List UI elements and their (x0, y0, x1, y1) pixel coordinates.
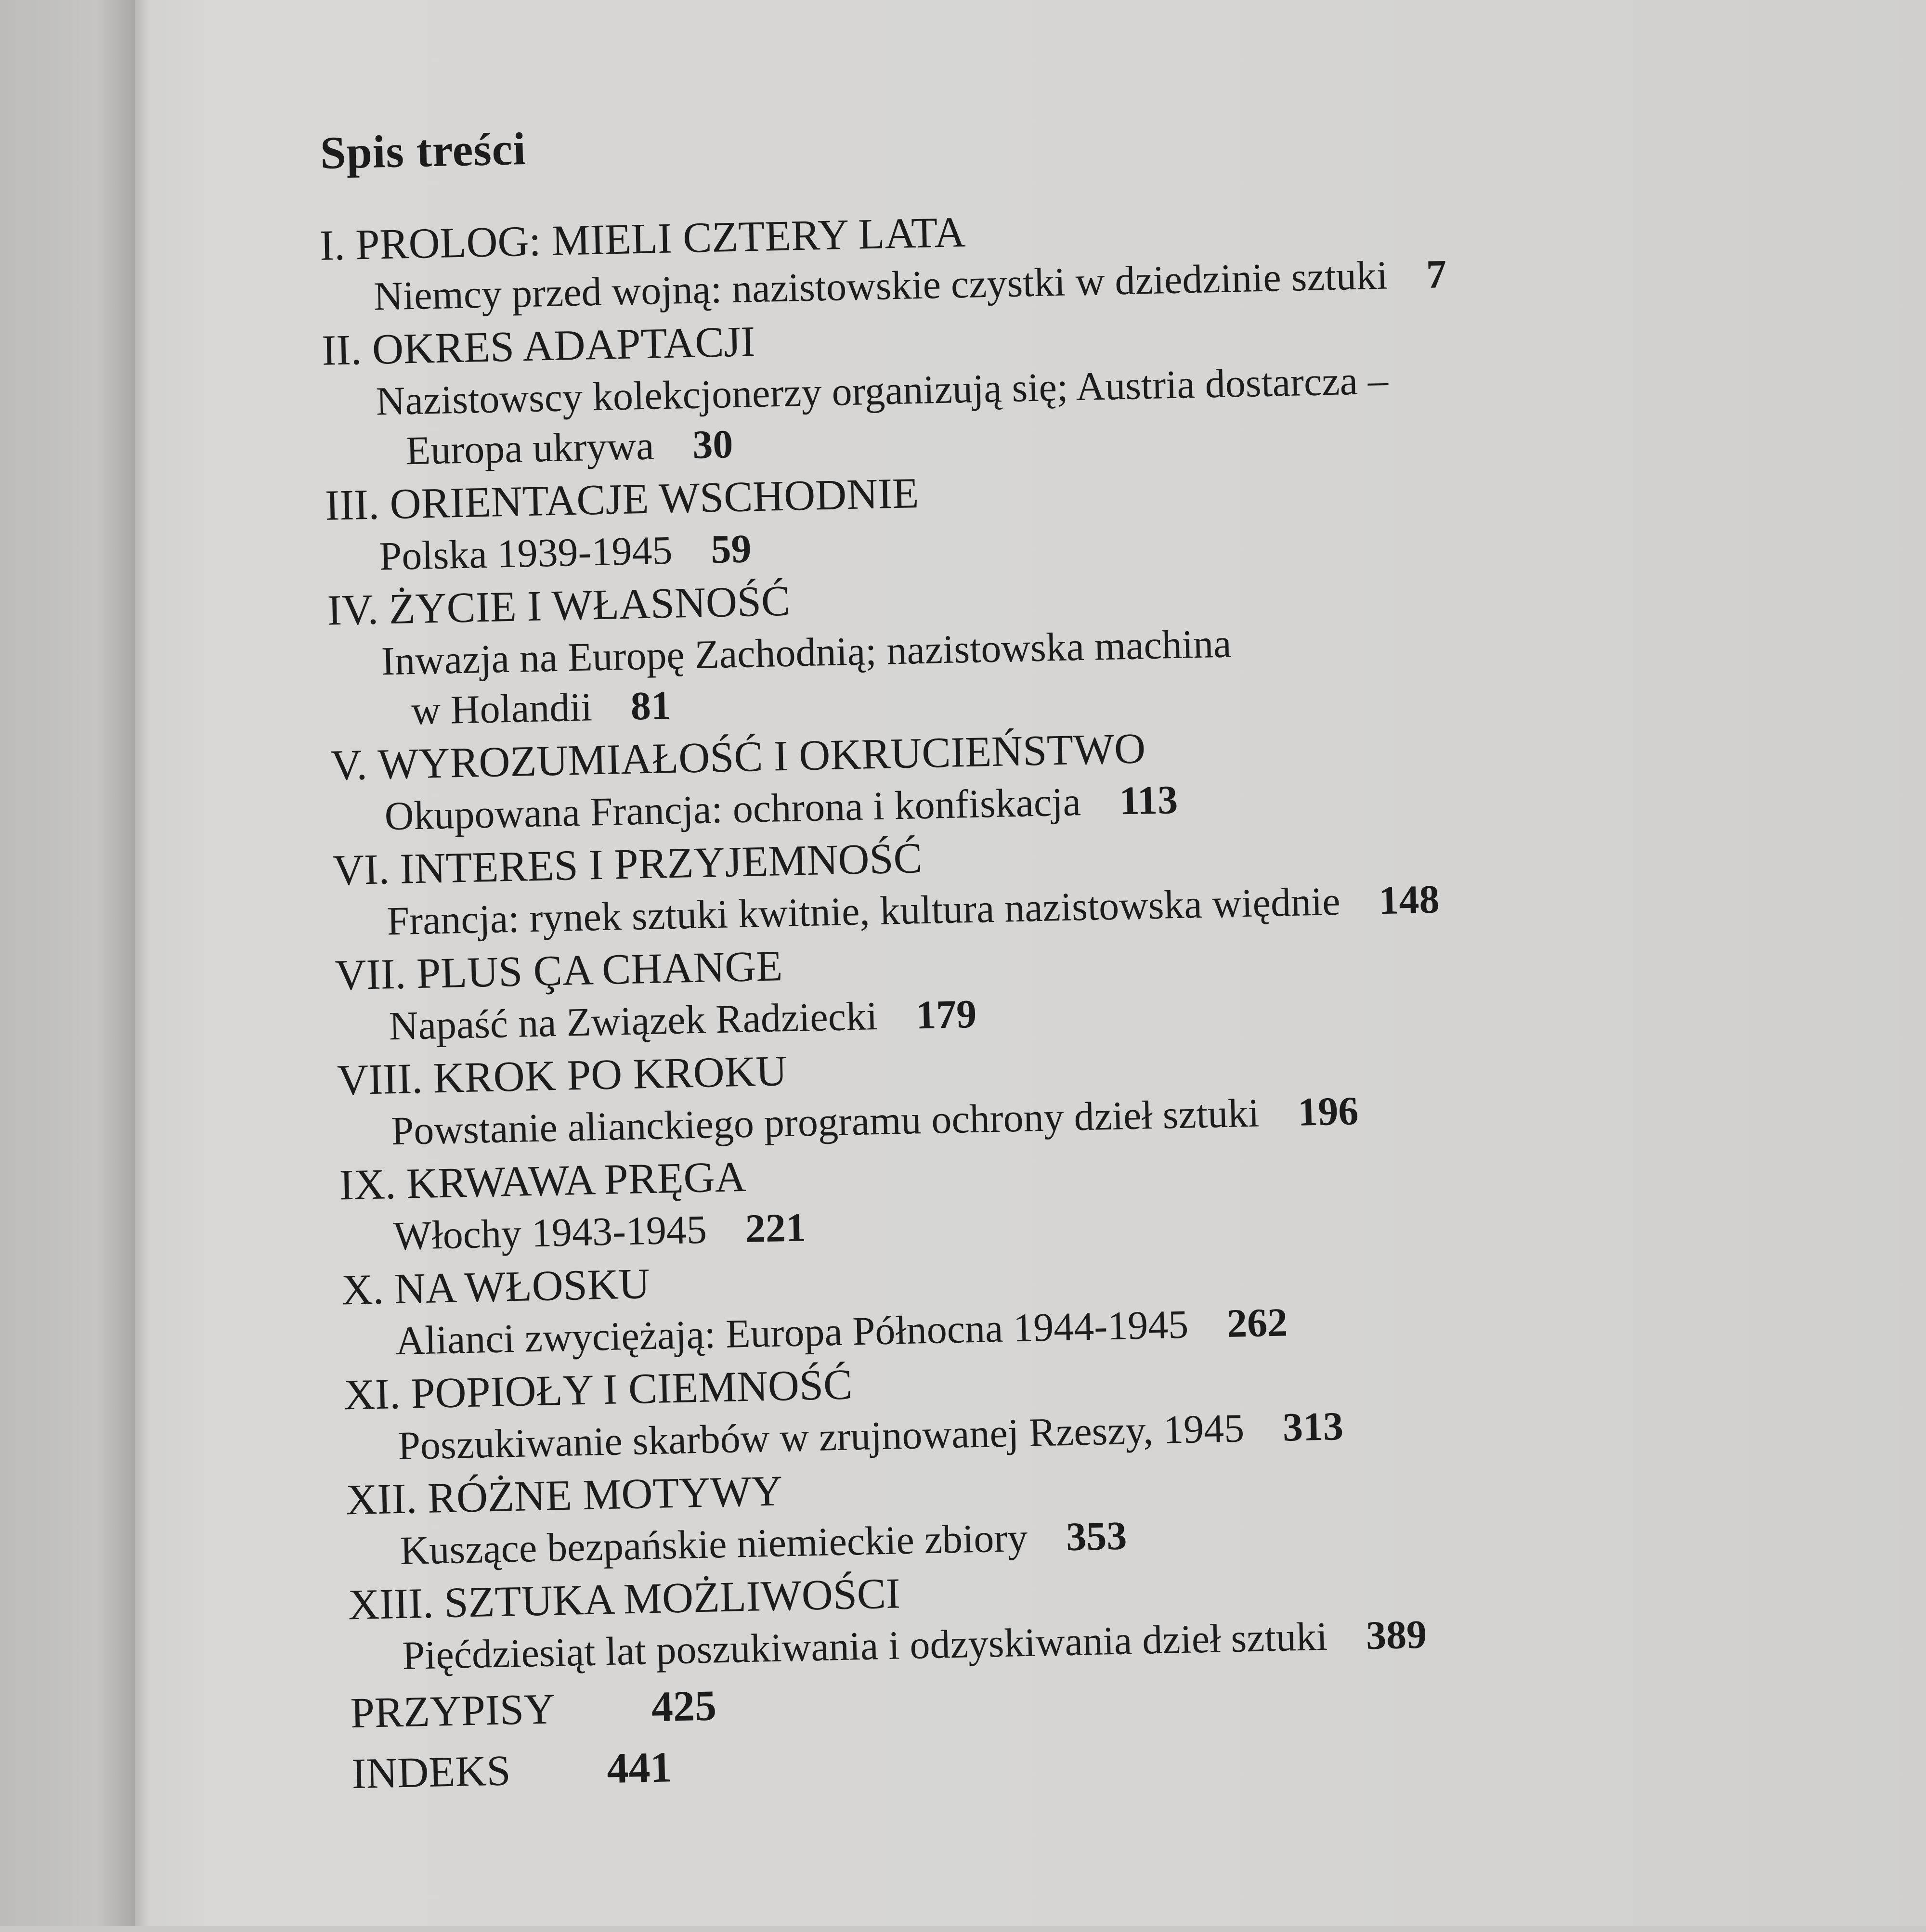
chapter-title: OKRES ADAPTACJI (371, 318, 756, 374)
chapter-number: IV. (326, 585, 379, 635)
chapter-subtitle: Nazistowscy kolekcjonerzy organizują się; Austria dostarcza – (375, 358, 1389, 424)
chapter-subtitle: Francja: rynek sztuki kwitnie, kultura nazistowska więdnie (386, 879, 1341, 944)
chapter-title: PROLOG: MIELI CZTERY LATA (355, 208, 966, 269)
chapter-number: III. (325, 480, 380, 530)
chapter-number: XI. (343, 1370, 401, 1419)
page-number: 59 (710, 526, 752, 572)
page-number: 353 (1066, 1513, 1128, 1560)
chapter-title: KRWAWA PRĘGA (406, 1153, 747, 1208)
page-number: 148 (1378, 877, 1440, 923)
end-matter-label: INDEKS (351, 1747, 511, 1798)
chapter-subtitle: Inwazja na Europę Zachodnią; nazistowska machina (381, 621, 1232, 684)
chapter-number: XII. (345, 1475, 418, 1524)
page-number: 262 (1226, 1300, 1288, 1346)
page-number: 196 (1297, 1089, 1359, 1135)
chapter-number: I. (319, 221, 346, 270)
chapter-title: INTERES I PRZYJEMNOŚĆ (399, 834, 923, 893)
chapter-subtitle: Polska 1939-1945 (378, 528, 673, 579)
page-number: 7 (1426, 251, 1447, 297)
chapter-number: X. (341, 1265, 384, 1314)
chapter-title: NA WŁOSKU (393, 1260, 651, 1313)
chapter-subtitle: Niemcy przed wojną: nazistowskie czystki w dziedzinie sztuki (373, 253, 1389, 319)
chapter-subtitle: Włochy 1943-1945 (393, 1207, 707, 1259)
page-number: 81 (630, 683, 672, 729)
chapter-title: WYROZUMIAŁOŚĆ I OKRUCIEŃSTWO (377, 725, 1146, 789)
chapter-subtitle: Kuszące bezpańskie niemieckie zbiory (399, 1515, 1028, 1574)
chapter-subtitle-continuation: Europa ukrywa (405, 423, 655, 474)
chapter-subtitle: Alianci zwyciężają: Europa Północna 1944-1945 (395, 1302, 1189, 1364)
chapter-number: XIII. (348, 1579, 434, 1629)
page-number: 221 (744, 1205, 807, 1251)
chapter-subtitle: Poszukiwanie skarbów w zrujnowanej Rzeszy, 1945 (397, 1406, 1245, 1469)
chapter-number: V. (330, 741, 368, 790)
chapter-number: II. (321, 326, 363, 375)
toc-heading: Spis treści (319, 122, 527, 179)
page-number: 30 (692, 422, 734, 467)
chapter-title: ŻYCIE I WŁASNOŚĆ (388, 577, 791, 634)
chapter-number: VIII. (337, 1054, 423, 1104)
toc-list (319, 189, 1796, 1804)
chapter-number: IX. (338, 1160, 397, 1209)
chapter-subtitle-continuation: w Holandii (411, 685, 593, 734)
chapter-subtitle: Okupowana Francja: ochrona i konfiskacja (384, 779, 1081, 839)
page-number: 113 (1119, 777, 1179, 824)
chapter-title: KROK PO KROKU (432, 1047, 788, 1102)
page-number: 313 (1282, 1403, 1344, 1450)
chapter-subtitle: Powstanie alianckiego programu ochrony dzieł sztuki (390, 1090, 1260, 1154)
chapter-title: POPIOŁY I CIEMNOŚĆ (410, 1361, 853, 1418)
chapter-title: RÓŻNE MOTYWY (427, 1467, 783, 1522)
page-number: 425 (651, 1682, 717, 1731)
page-number: 389 (1366, 1612, 1428, 1659)
toc-chapter (327, 554, 1774, 738)
end-matter-label: PRZYPISY (350, 1685, 556, 1738)
chapter-subtitle: Pięćdziesiąt lat poszukiwania i odzyskiwania dzieł sztuki (402, 1614, 1328, 1679)
chapter-number: VI. (332, 845, 390, 895)
chapter-title: ORIENTACJE WSCHODNIE (389, 469, 920, 529)
chapter-title: PLUS ÇA CHANGE (416, 942, 783, 998)
page-number: 179 (915, 991, 977, 1038)
toc-chapter (321, 294, 1769, 478)
page-number: 441 (606, 1743, 673, 1793)
chapter-subtitle: Napaść na Związek Radziecki (389, 994, 878, 1049)
chapter-number: VII. (334, 950, 407, 999)
chapter-title: SZTUKA MOŻLIWOŚCI (443, 1569, 901, 1627)
